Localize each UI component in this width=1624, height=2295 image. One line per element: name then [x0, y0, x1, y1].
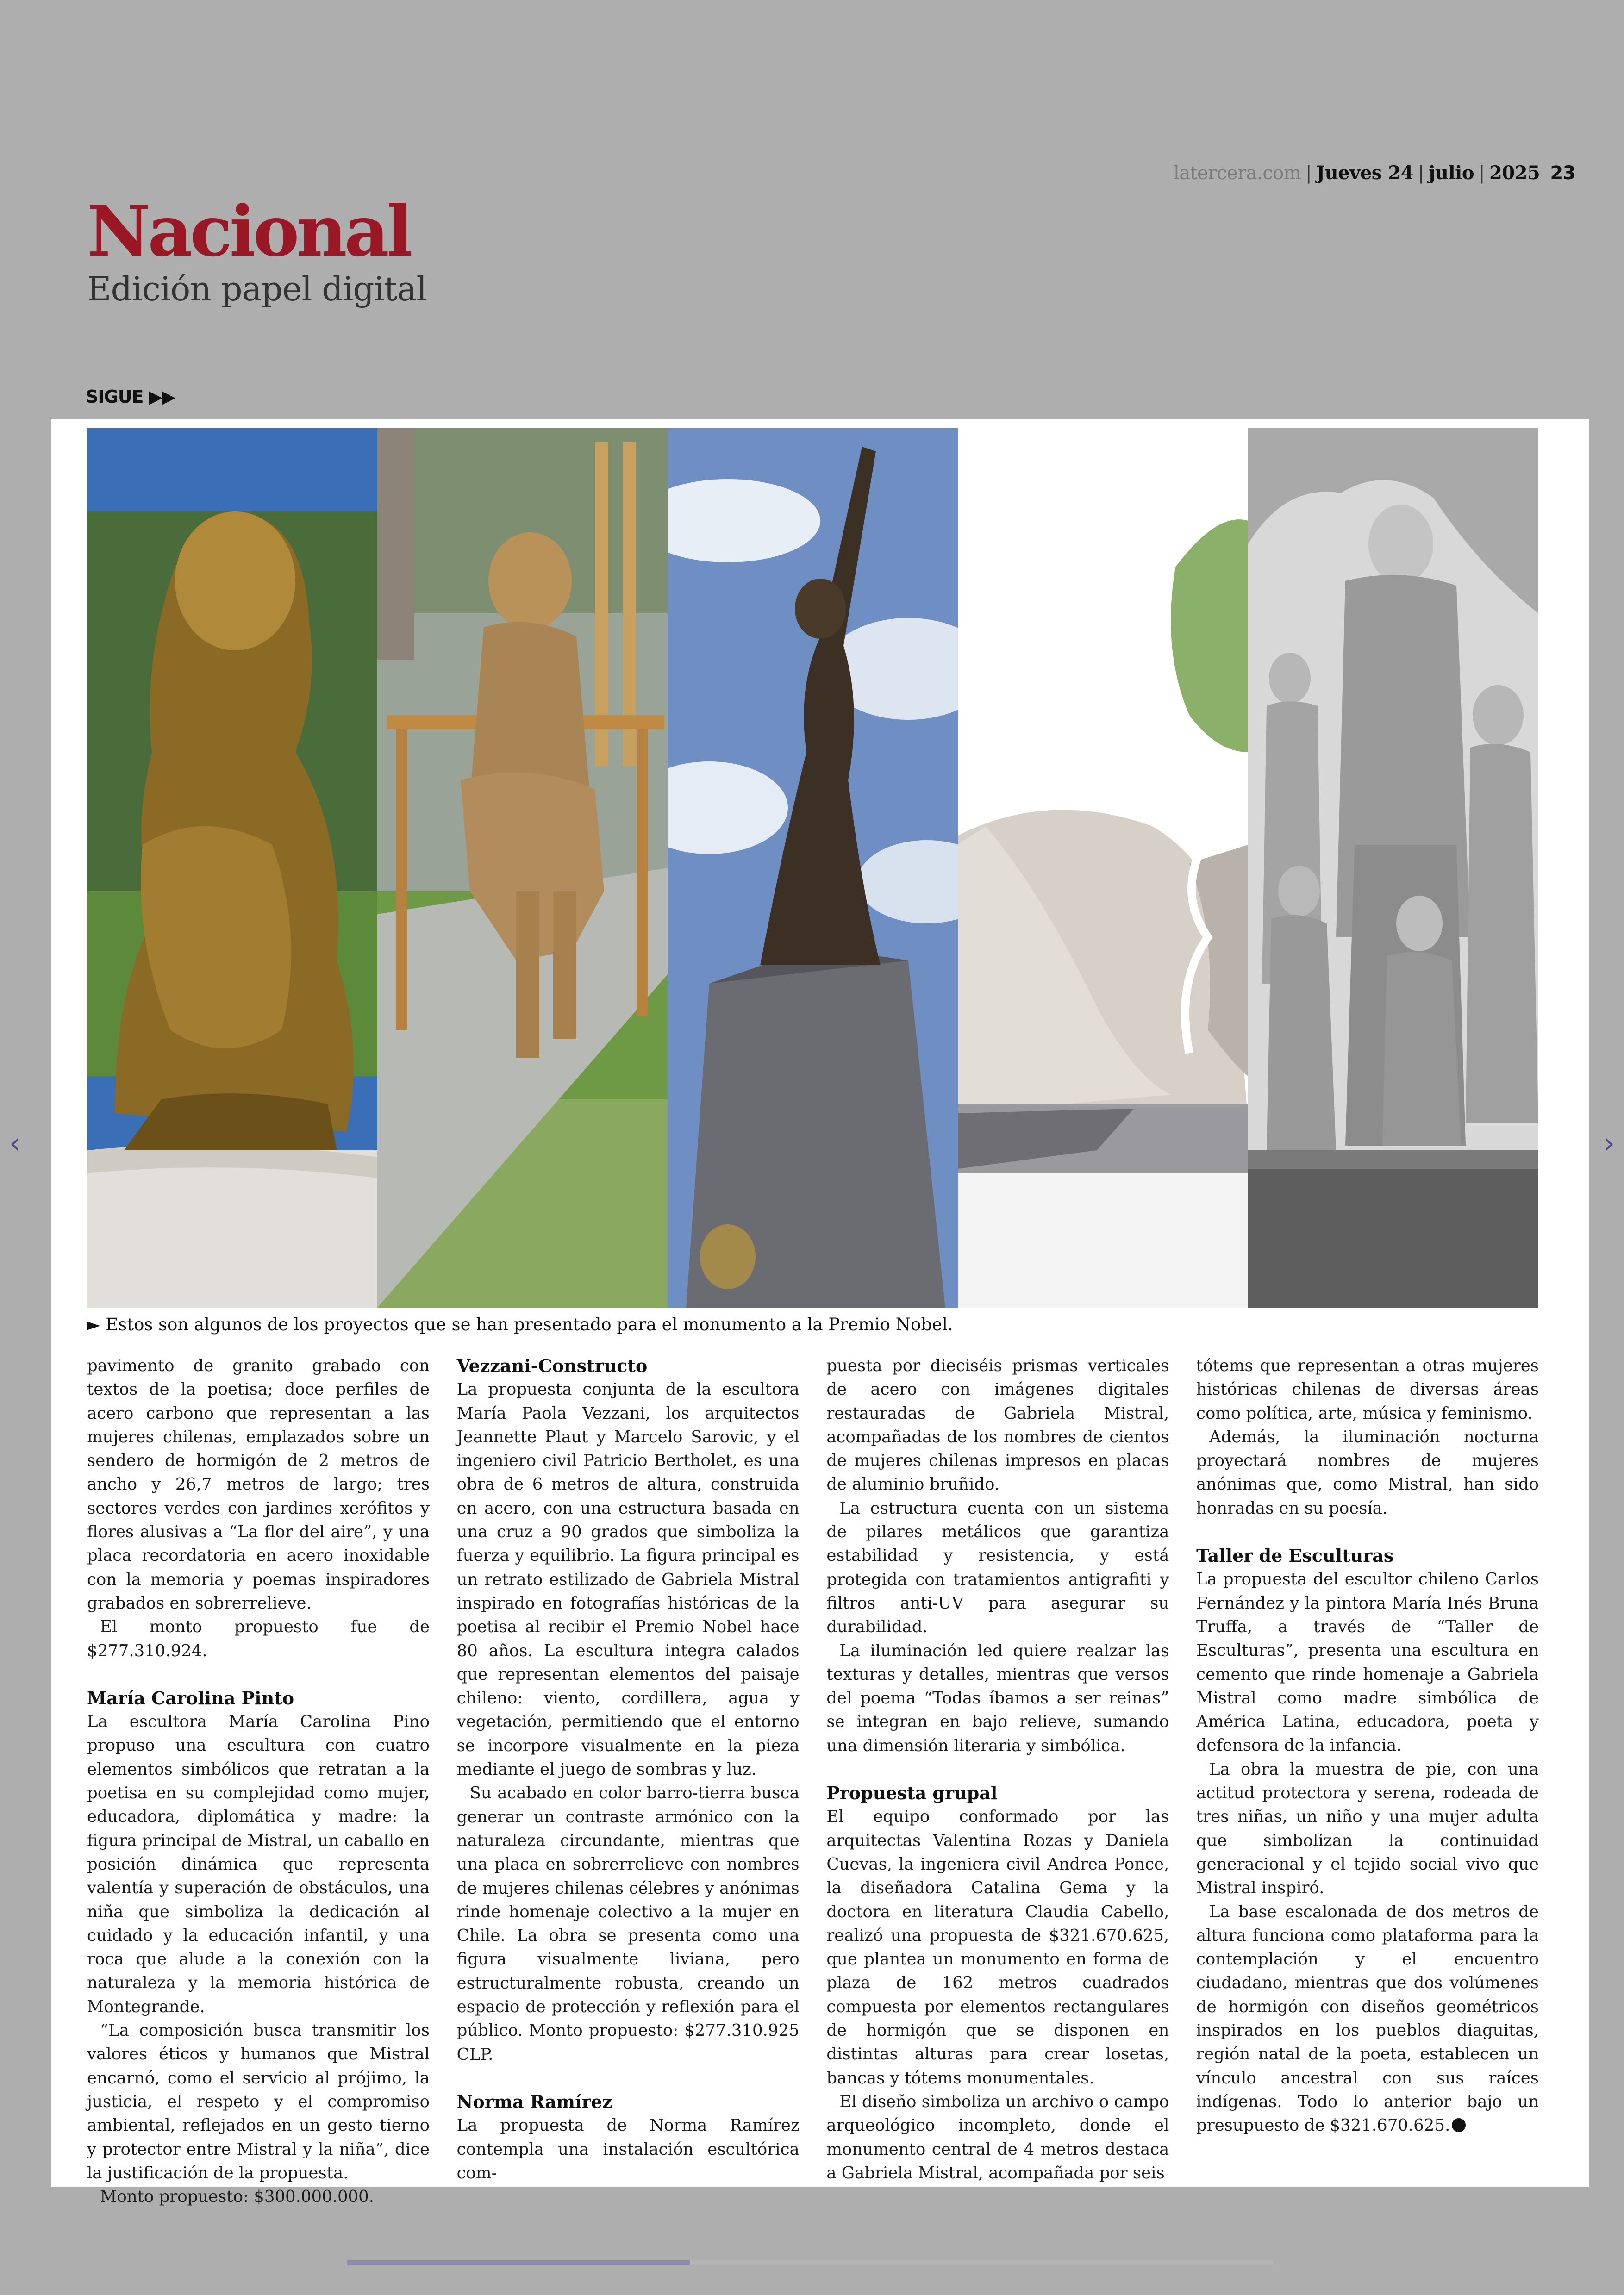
paragraph: [1196, 1900, 1539, 2138]
article-column-4: [1196, 1354, 1539, 2208]
site-name: latercera.com: [1173, 162, 1301, 184]
paragraph: El monto propuesto fue de $277.310.924.: [87, 1617, 430, 1660]
paragraph: La propuesta de Norma Ramírez contempla una instalación escultórica com-: [456, 2116, 800, 2183]
section-title: Nacional: [87, 191, 410, 272]
photo-bronze-bust: [87, 428, 377, 1308]
photo-seated-figure: [377, 428, 668, 1308]
chevron-left-icon[interactable]: ‹: [9, 1127, 20, 1160]
photo-pedestal-figure: [668, 428, 958, 1308]
date-month: julio: [1428, 162, 1474, 184]
paragraph: La propuesta conjunta de la escultora María Paola Vezzani, los arquitectos Jeannette Plaut y Marcelo Sarovic, y el ingeniero civil Patricio Bertholet, es una obra de 6 metros de altura, construida en acero, con una estructura basada en una cruz a 90 grados que simboliza la fuerza y equilibrio. La figura principal es un retrato estilizado de Gabriela Mistral inspirado en fotografías históricas de la poetisa al recibir el Premio Nobel hace 80 años. La escultura integra calados que representan elementos del paisaje chileno: viento, cordillera, agua y vegetación, permitiendo que el entorno se incorpore visualmente en la pieza mediante el juego de sombras y luz.: [456, 1380, 800, 1779]
paragraph: puesta por dieciséis prismas verticales de acero con imágenes digitales restauradas de Gabriela Mistral, acompañadas de los nombres de cientos de mujeres chilenas impresos en placas de aluminio bruñido.: [826, 1356, 1169, 1494]
photo-stone-face: [958, 428, 1248, 1308]
photo-caption: ► Estos son algunos de los proyectos que se han presentado para el monumento a la Premio Nobel.: [87, 1315, 953, 1335]
reading-progress-bar[interactable]: [347, 2260, 1273, 2265]
paragraph: “La composición busca transmitir los valores éticos y humanos que Mistral encarnó, como el servicio al prójimo, la justicia, el respeto y el compromiso ambiental, reflejados en un gesto tierno y protector entre Mistral y la niña”, dice la justificación de la propuesta.: [87, 2021, 430, 2183]
photo-group-sculpture: [1248, 428, 1538, 1308]
dateline: latercera.com | Jueves 24 | julio | 2025 23: [1173, 162, 1575, 184]
subheading: Propuesta grupal: [826, 1783, 998, 1804]
photo-collage: [87, 428, 1539, 1308]
paragraph: tótems que representan a otras mujeres históricas chilenas de diversas áreas como política, arte, música y feminismo.: [1196, 1356, 1539, 1423]
paragraph: La estructura cuenta con un sistema de pilares metálicos que garantiza estabilidad y resistencia, y está protegida con tratamientos antigrafiti y filtros anti-UV para asegurar su durabilidad.: [826, 1498, 1169, 1637]
article-column-3: [826, 1354, 1169, 2208]
subheading: Norma Ramírez: [456, 2091, 612, 2112]
article-column-2: [457, 1354, 800, 2208]
continues-label: SIGUE ▶▶: [86, 387, 175, 407]
date-year: 2025: [1489, 162, 1540, 184]
subheading: María Carolina Pinto: [87, 1687, 294, 1709]
chevron-right-icon[interactable]: ›: [1604, 1127, 1615, 1160]
paragraph: La iluminación led quiere realzar las texturas y detalles, mientras que versos del poema “Todas íbamos a ser reinas” se integran en bajo relieve, sumando una dimensión literaria y simbólica.: [826, 1641, 1169, 1755]
page-number: 23: [1550, 162, 1575, 184]
article-body: [87, 1354, 1539, 2208]
paragraph: El equipo conformado por las arquitectas Valentina Rozas y Daniela Cuevas, la ingeniera civil Andrea Ponce, la diseñadora Catalina Gema y la doctora en literatura Claudia Cabello, realizó una propuesta de $321.670.625, que plantea un monumento en forma de plaza de 162 metros cuadrados compuesta por elementos rectangulares de hormigón que se disponen en distintas alturas para crear losetas, bancas y tótems monumentales.: [826, 1807, 1169, 2088]
paragraph: La propuesta del escultor chileno Carlos Fernández y la pintora María Inés Bruna Truffa, a través de “Taller de Esculturas”, presenta una escultura en cemento que rinde homenaje a Gabriela Mistral como madre simbólica de América Latina, educadora, poeta y defensora de la infancia.: [1196, 1570, 1539, 1755]
section-subtitle: Edición papel digital: [87, 269, 427, 308]
reading-progress-fill: [347, 2260, 690, 2265]
paragraph: La obra la muestra de pie, con una actitud protectora y serena, rodeada de tres niñas, un niño y una mujer adulta que simbolizan la continuidad generacional y el tejido social vivo que Mistral inspiró.: [1196, 1759, 1539, 1898]
paragraph: Su acabado en color barro-tierra busca generar un contraste armónico con la naturaleza circundante, mientras que una placa en sobrerrelieve con nombres de mujeres chilenas célebres y anónimas rinde homenaje colectivo a la mujer en Chile. La obra se presenta como una figura visualmente liviana, pero estructuralmente robusta, creando un espacio de protección y reflexión para el público. Monto propuesto: $277.310.925 CLP.: [456, 1784, 800, 2064]
paragraph: pavimento de granito grabado con textos de la poetisa; doce perfiles de acero carbono que representan a las mujeres chilenas, emplazados sobre un sendero de hormigón de 2 metros de ancho y 26,7 metros de largo; tres sectores verdes con jardines xerófitos y flores alusivas a “La flor del aire”, y una placa recordatoria en acero inoxidable con la memoria y poemas inspiradores grabados en sobrerrelieve.: [87, 1356, 430, 1613]
paragraph: Además, la iluminación nocturna proyectará nombres de mujeres anónimas que, como Mistral, han sido honradas en su poesía.: [1196, 1427, 1539, 1518]
subheading: Taller de Esculturas: [1196, 1545, 1394, 1566]
subheading: Vezzani-Constructo: [456, 1355, 648, 1376]
paragraph: La escultora María Carolina Pino propuso una escultura con cuatro elementos simbólicos que retratan a la poetisa en su complejidad como mujer, educadora, diplomática y madre: la figura principal de Mistral, un caballo en posición dinámica que representa valentía y superación de obstáculos, una niña que simboliza la dedicación al cuidado y la educación infantil, y una roca que alude a la conexión con la naturaleza y la memoria histórica de Montegrande.: [87, 1712, 430, 2016]
article-column-1: [87, 1354, 430, 2208]
paragraph-text: La base escalonada de dos metros de altura funciona como plataforma para la contemplación y el encuentro ciudadano, mientras que dos volúmenes de hormigón con diseños geométricos inspirados en los pueblos diaguitas, región natal de la poeta, establecen un vínculo ancestral con sus raíces indígenas. Todo lo anterior bajo un presupuesto de $321.670.625.: [1196, 1902, 1539, 2135]
end-of-article-icon: [1452, 2118, 1466, 2132]
paragraph: El diseño simboliza un archivo o campo arqueológico incompleto, donde el monumento central de 4 metros destaca a Gabriela Mistral, acompañada por seis: [826, 2092, 1169, 2183]
newspaper-page: [51, 419, 1589, 2207]
date-day: Jueves 24: [1316, 162, 1413, 184]
paragraph: Monto propuesto: $300.000.000.: [100, 2187, 374, 2207]
